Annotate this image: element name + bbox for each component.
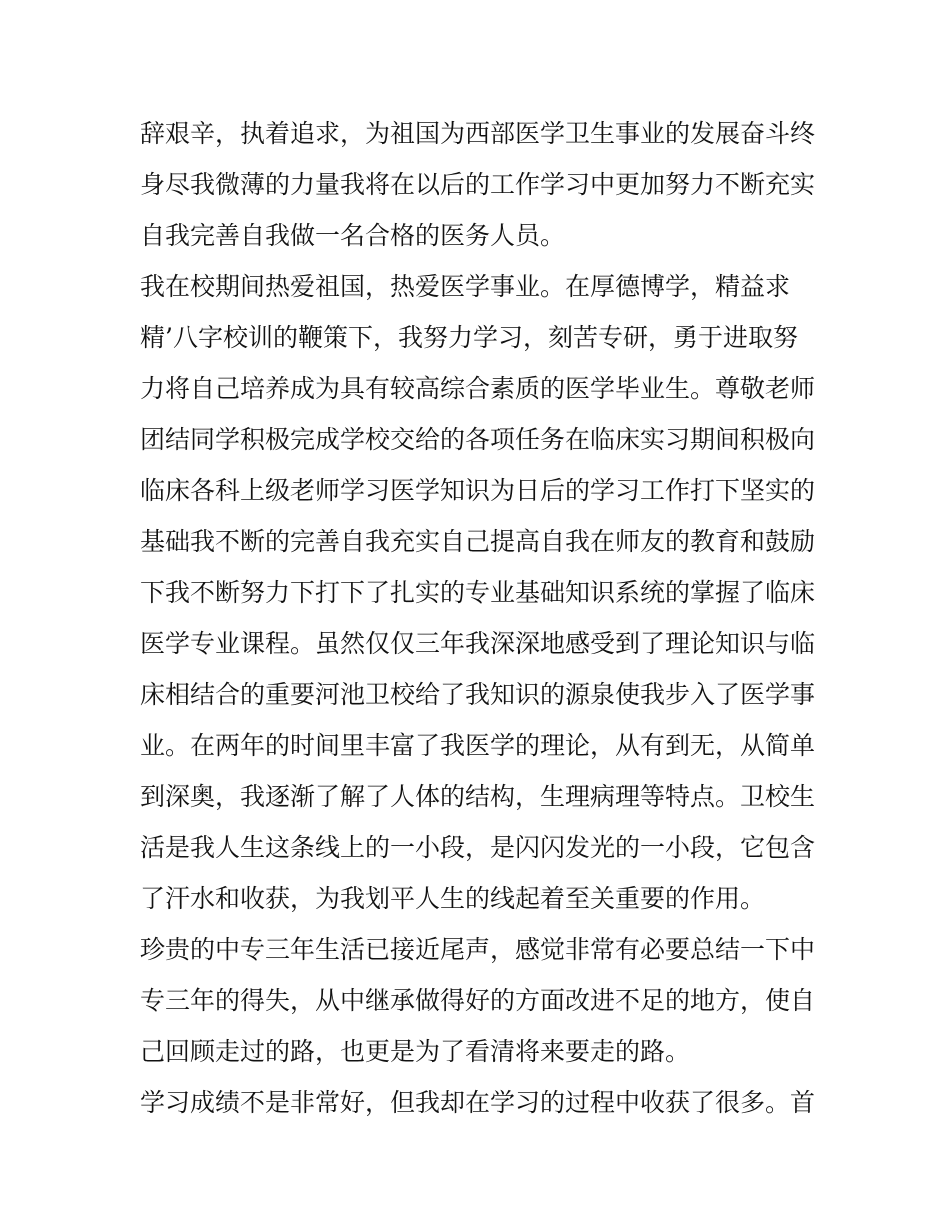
text-line: 活是我人生这条线上的一小段，是闪闪发光的一小段，它包含 [140, 833, 816, 862]
text-line: 下我不断努力下打下了扎实的专业基础知识系统的掌握了临床 [140, 578, 816, 607]
text-line: 辞艰辛，执着追求，为祖国为西部医学卫生事业的发展奋斗终 [140, 119, 816, 148]
text-line: 精’八字校训的鞭策下，我努力学习，刻苦专研，勇于进取努 [140, 323, 798, 352]
text-line: 身尽我微薄的力量我将在以后的工作学习中更加努力不断充实 [140, 170, 816, 199]
text-line: 了汗水和收获，为我划平人生的线起着至关重要的作用。 [140, 884, 766, 913]
text-line: 团结同学积极完成学校交给的各项任务在临床实习期间积极向 [140, 425, 816, 454]
text-line: 基础我不断的完善自我充实自己提高自我在师友的教育和鼓励 [140, 527, 816, 556]
text-line: 专三年的得失，从中继承做得好的方面改进不足的地方，使自 [140, 986, 816, 1015]
text-line: 床相结合的重要河池卫校给了我知识的源泉使我步入了医学事 [140, 680, 816, 709]
text-line: 己回顾走过的路，也更是为了看清将来要走的路。 [140, 1037, 691, 1066]
text-line: 到深奥，我逐渐了解了人体的结构，生理病理等特点。卫校生 [140, 782, 816, 811]
document-body [140, 108, 820, 1128]
text-line: 自我完善自我做一名合格的医务人员。 [140, 221, 566, 250]
text-line: 临床各科上级老师学习医学知识为日后的学习工作打下坚实的 [140, 476, 816, 505]
text-line: 珍贵的中专三年生活已接近尾声，感觉非常有必要总结一下中 [140, 935, 816, 964]
text-line: 医学专业课程。虽然仅仅三年我深深地感受到了理论知识与临 [140, 629, 816, 658]
text-line: 我在校期间热爱祖国，热爱医学事业。在厚德博学，精益求 [140, 272, 791, 301]
text-line: 力将自己培养成为具有较高综合素质的医学毕业生。尊敬老师 [140, 374, 816, 403]
text-line: 业。在两年的时间里丰富了我医学的理论，从有到无，从简单 [140, 731, 816, 760]
text-line: 学习成绩不是非常好，但我却在学习的过程中收获了很多。首 [140, 1088, 816, 1117]
